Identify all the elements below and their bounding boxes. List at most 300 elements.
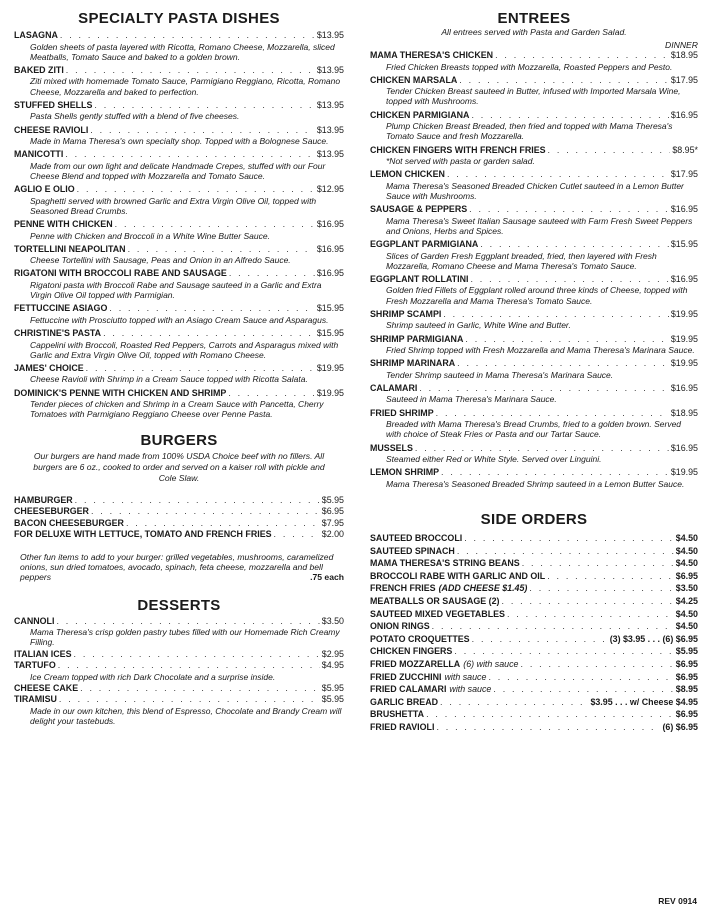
burgers-title: BURGERS bbox=[140, 431, 218, 449]
menu-item-description: Breaded with Mama Theresa's Bread Crumbs, fried to a golden brown. Served with choice of Steak Fries or Pasta and our Tartar Sauce. bbox=[386, 419, 682, 440]
menu-item-name: MANICOTTI bbox=[14, 149, 64, 160]
menu-item-description: Tender pieces of chicken and Shrimp in a Cream Sauce with Pancetta, Cherry Tomatoes with Parmigiano Reggiano Cheese over Penne Pasta. bbox=[30, 399, 324, 420]
side-item-price: $6.95 bbox=[675, 570, 698, 581]
side-item-price: $4.50 bbox=[675, 608, 698, 619]
dot-leader bbox=[471, 110, 668, 121]
menu-item bbox=[14, 219, 344, 241]
menu-item-price: $19.95 bbox=[670, 467, 698, 478]
side-item bbox=[370, 545, 698, 558]
menu-item-name: DOMINICK'S PENNE WITH CHICKEN AND SHRIMP bbox=[14, 387, 227, 398]
menu-item-price: $15.95 bbox=[316, 303, 344, 314]
menu-item-name: EGGPLANT PARMIGIANA bbox=[370, 239, 479, 250]
menu-item bbox=[14, 100, 344, 122]
menu-item-row bbox=[14, 149, 344, 160]
menu-item-name: CHEESEBURGER bbox=[14, 506, 89, 517]
side-item-price: $6.95 bbox=[675, 709, 698, 720]
menu-item-price: $16.95 bbox=[670, 204, 698, 215]
dot-leader bbox=[472, 633, 608, 646]
menu-item-row bbox=[14, 219, 344, 230]
side-item bbox=[370, 557, 698, 570]
menu-item-row bbox=[14, 100, 344, 111]
left-column bbox=[14, 0, 344, 726]
menu-item-description: Cheese Tortellini with Sausage, Peas and Onion in an Alfredo Sauce. bbox=[30, 255, 291, 266]
menu-item-description: Shrimp sauteed in Garlic, White Wine and Butter. bbox=[386, 320, 571, 331]
side-item-name: MAMA THERESA'S STRING BEANS bbox=[370, 558, 520, 569]
side-item bbox=[370, 683, 698, 696]
side-item bbox=[370, 608, 698, 621]
menu-item bbox=[370, 239, 698, 271]
dot-leader bbox=[447, 169, 669, 180]
side-item-name: BRUSHETTA bbox=[370, 709, 425, 720]
menu-item-row bbox=[14, 518, 344, 529]
menu-item-name: FRIED SHRIMP bbox=[370, 407, 434, 418]
menu-item bbox=[14, 518, 344, 529]
menu-item-row bbox=[14, 30, 344, 41]
menu-item bbox=[14, 495, 344, 506]
menu-item-name: TIRAMISU bbox=[14, 694, 57, 705]
side-item-price: $5.95 bbox=[675, 646, 698, 657]
side-item-price: $4.50 bbox=[675, 545, 698, 556]
menu-item bbox=[14, 30, 344, 62]
dot-leader bbox=[454, 645, 673, 658]
dot-leader bbox=[426, 708, 674, 721]
menu-item-price: $13.95 bbox=[316, 99, 344, 110]
menu-item-price: $16.95 bbox=[316, 243, 344, 254]
right-column bbox=[370, 0, 698, 733]
menu-item-name: CHRISTINE'S PASTA bbox=[14, 328, 102, 339]
sides-title: SIDE ORDERS bbox=[480, 510, 588, 528]
menu-item-price: $4.95 bbox=[321, 660, 344, 671]
menu-item-name: LASAGNA bbox=[14, 30, 58, 40]
menu-item bbox=[14, 244, 344, 266]
menu-item bbox=[370, 358, 698, 380]
menu-item-name: AGLIO E OLIO bbox=[14, 184, 75, 195]
menu-item-name: FOR DELUXE WITH LETTUCE, TOMATO AND FRENCH FRIES bbox=[14, 529, 272, 540]
menu-item bbox=[370, 334, 698, 356]
burger-extras-text: Other fun items to add to your burger: grilled vegetables, mushrooms, caramelized onions, sun dried tomatoes, avocado, spinach, feta cheese, mozzarella and bell peppers bbox=[20, 551, 334, 583]
menu-item-row bbox=[14, 303, 344, 314]
menu-item-name: SHRIMP PARMIGIANA bbox=[370, 333, 464, 344]
menu-item-description: Mama Theresa's crisp golden pastry tubes filled with our Homemade Rich Creamy Filling. bbox=[30, 627, 340, 648]
menu-item-price: $18.95 bbox=[670, 407, 698, 418]
menu-item-name: PENNE WITH CHICKEN bbox=[14, 219, 113, 230]
menu-item-row bbox=[14, 660, 344, 671]
dot-leader bbox=[440, 696, 588, 709]
side-item-price: (3) $3.95 . . . (6) $6.95 bbox=[609, 633, 698, 644]
side-item-price: $6.95 bbox=[675, 671, 698, 682]
dot-leader bbox=[109, 303, 314, 314]
side-item-name: GARLIC BREAD bbox=[370, 696, 439, 707]
dot-leader bbox=[90, 125, 315, 136]
menu-item-price: $5.95 bbox=[321, 494, 344, 505]
menu-item-price: $15.95 bbox=[316, 328, 344, 339]
side-item-price: $6.95 bbox=[675, 658, 698, 669]
dot-leader bbox=[441, 467, 669, 478]
entree-list bbox=[370, 50, 698, 489]
menu-item-row bbox=[370, 334, 698, 345]
menu-item-row bbox=[370, 50, 698, 61]
menu-item-price: $13.95 bbox=[316, 64, 344, 75]
menu-item-row bbox=[370, 467, 698, 478]
menu-item-row bbox=[14, 649, 344, 660]
side-item bbox=[370, 645, 698, 658]
dot-leader bbox=[80, 683, 320, 694]
burger-list bbox=[14, 495, 344, 540]
menu-item bbox=[370, 467, 698, 489]
menu-item-name: JAMES' CHOICE bbox=[14, 362, 84, 373]
menu-item-price: $16.95 bbox=[670, 273, 698, 284]
side-item-name: POTATO CROQUETTES bbox=[370, 633, 470, 644]
side-item-price: $4.50 bbox=[675, 558, 698, 569]
menu-item-name: SHRIMP SCAMPI bbox=[370, 308, 442, 319]
menu-item-price: $19.95 bbox=[670, 358, 698, 369]
menu-item-description: Pasta Shells gently stuffed with a blend of five cheeses. bbox=[30, 111, 240, 122]
burgers-note: Our burgers are hand made from 100% USDA Choice beef with no fillers. All burgers are 6 oz., cooked to order and served on a kaiser roll with pickle and Cole Slaw. bbox=[33, 450, 325, 483]
side-item bbox=[370, 708, 698, 721]
dot-leader bbox=[59, 694, 320, 705]
menu-item-price: $16.95 bbox=[670, 442, 698, 453]
menu-item-row bbox=[370, 383, 698, 394]
menu-item bbox=[370, 169, 698, 201]
menu-item bbox=[14, 363, 344, 385]
menu-item-description: Tender Shrimp sauteed in Mama Theresa's Marinara Sauce. bbox=[386, 369, 614, 380]
menu-item-name: EGGPLANT ROLLATINI bbox=[370, 273, 469, 284]
dot-leader bbox=[443, 309, 669, 320]
menu-item-row bbox=[14, 616, 344, 627]
menu-item-row bbox=[370, 358, 698, 369]
side-list bbox=[370, 532, 698, 734]
pasta-title: SPECIALTY PASTA DISHES bbox=[78, 10, 280, 27]
menu-item-description: Made in our own kitchen, this blend of Espresso, Chocolate and Brandy Cream will delight your tastebuds. bbox=[30, 705, 342, 727]
burger-extras bbox=[20, 552, 344, 583]
menu-item-description: Mama Theresa's Sweet Italian Sausage sauteed with Farm Fresh Sweet Peppers and Onions, Herbs and Spices. bbox=[386, 215, 693, 236]
menu-item-price: $5.95 bbox=[321, 682, 344, 693]
dot-leader bbox=[465, 334, 668, 345]
dot-leader bbox=[128, 244, 315, 255]
side-item-name: FRIED CALAMARI bbox=[370, 684, 447, 695]
dot-leader bbox=[274, 529, 320, 540]
menu-item-row bbox=[14, 125, 344, 136]
menu-item-description: Spaghetti served with browned Garlic and Extra Virgin Olive Oil, topped with Seasoned Bread Crumbs. bbox=[30, 195, 317, 216]
dot-leader bbox=[436, 721, 660, 734]
menu-item-row bbox=[370, 309, 698, 320]
side-item-price: $3.50 bbox=[675, 583, 698, 594]
dot-leader bbox=[507, 608, 674, 621]
dot-leader bbox=[126, 518, 320, 529]
revision-code: REV 0914 bbox=[658, 896, 697, 906]
menu-item-description: *Not served with pasta or garden salad. bbox=[386, 156, 535, 167]
menu-item-name: RIGATONI WITH BROCCOLI RABE AND SAUSAGE bbox=[14, 268, 227, 279]
dot-leader bbox=[436, 408, 669, 419]
side-item bbox=[370, 595, 698, 608]
menu-item-name: TARTUFO bbox=[14, 660, 56, 671]
menu-item-price: $19.95 bbox=[670, 333, 698, 344]
side-item-name: FRIED MOZZARELLA bbox=[370, 658, 461, 669]
menu-item-row bbox=[370, 110, 698, 121]
menu-item-description: Fried Shrimp topped with Fresh Mozzarella and Mama Theresa's Marinara Sauce. bbox=[386, 345, 695, 356]
entrees-note: All entrees served with Pasta and Garden Salad. bbox=[441, 27, 627, 37]
menu-item-description: Golden sheets of pasta layered with Ricotta, Romano Cheese, Mozzarella, sliced Meatballs, Tomato Sauce and baked to a golden brown. bbox=[30, 41, 335, 62]
dot-leader bbox=[74, 649, 320, 660]
menu-item-price: $16.95 bbox=[670, 382, 698, 393]
menu-item-price: $19.95 bbox=[316, 362, 344, 373]
dot-leader bbox=[493, 683, 673, 696]
side-item bbox=[370, 696, 698, 709]
menu-item bbox=[14, 125, 344, 147]
menu-item-price: $13.95 bbox=[316, 30, 344, 40]
side-item-name: FRENCH FRIES bbox=[370, 583, 436, 594]
menu-item-name: LEMON CHICKEN bbox=[370, 169, 445, 180]
menu-item-row bbox=[370, 75, 698, 86]
menu-item-description: Made in Mama Theresa's own specialty shop. Topped with a Bolognese Sauce. bbox=[30, 136, 329, 147]
menu-item-price: $18.95 bbox=[670, 50, 698, 60]
dot-leader bbox=[495, 50, 669, 61]
menu-item-description: Fettuccine with Prosciutto topped with an Asiago Cream Sauce and Asparagus. bbox=[30, 314, 329, 325]
side-item-note: with sauce bbox=[449, 684, 492, 695]
menu-item-name: SHRIMP MARINARA bbox=[370, 358, 456, 369]
menu-item bbox=[14, 388, 344, 420]
dot-leader bbox=[75, 495, 320, 506]
side-item-price: $4.25 bbox=[675, 595, 698, 606]
menu-item-price: $8.95* bbox=[672, 144, 698, 155]
menu-item-row bbox=[14, 184, 344, 195]
menu-item-price: $17.95 bbox=[670, 169, 698, 180]
menu-item bbox=[14, 529, 344, 540]
side-item-name: SAUTEED MIXED VEGETABLES bbox=[370, 608, 505, 619]
menu-item-price: $2.00 bbox=[321, 529, 344, 540]
menu-item-price: $17.95 bbox=[670, 74, 698, 85]
menu-item-name: FETTUCCINE ASIAGO bbox=[14, 303, 108, 314]
menu-item-name: BACON CHEESEBURGER bbox=[14, 517, 124, 528]
menu-item-price: $3.50 bbox=[321, 615, 344, 626]
menu-item-row bbox=[14, 363, 344, 374]
menu-item bbox=[14, 184, 344, 216]
menu-item-name: STUFFED SHELLS bbox=[14, 99, 93, 110]
menu-item-description: Penne with Chicken and Broccoli in a White Wine Butter Sauce. bbox=[30, 230, 270, 241]
menu-item-row bbox=[370, 408, 698, 419]
menu-item-description: Rigatoni pasta with Broccoli Rabe and Sausage sauteed in a Garlic and Extra Virgin Olive Oil topped with Parmigian. bbox=[30, 279, 322, 301]
side-item-name: SAUTEED BROCCOLI bbox=[370, 532, 463, 543]
dot-leader bbox=[432, 620, 674, 633]
side-item-price: $8.95 bbox=[675, 684, 698, 695]
menu-item-description: Fried Chicken Breasts topped with Mozzarella, Roasted Peppers and Pesto. bbox=[386, 61, 673, 72]
dot-leader bbox=[229, 268, 315, 279]
menu-item-description: Sauteed in Mama Theresa's Marinara Sauce. bbox=[386, 394, 557, 405]
menu-item-description: Mama Theresa's Seasoned Breaded Shrimp sauteed in a Lemon Butter Sauce. bbox=[386, 478, 685, 489]
menu-item-row bbox=[14, 495, 344, 506]
menu-item-row bbox=[370, 274, 698, 285]
menu-item bbox=[14, 268, 344, 300]
menu-item bbox=[370, 383, 698, 405]
menu-item-row bbox=[370, 239, 698, 250]
side-item-price: (6) $6.95 bbox=[662, 721, 698, 732]
menu-item-description: Mama Theresa's Seasoned Breaded Chicken Cutlet sauteed in a Lemon Butter Sauce with Mushrooms. bbox=[386, 180, 684, 201]
menu-item-name: HAMBURGER bbox=[14, 494, 73, 505]
menu-item-description: Golden fried Fillets of Eggplant rolled around three kinds of Cheese, topped with Fresh Mozzarella and Mama Theresa's Tomato Sauce. bbox=[386, 285, 688, 306]
menu-item-price: $15.95 bbox=[670, 239, 698, 250]
menu-item bbox=[370, 110, 698, 142]
dot-leader bbox=[103, 328, 315, 339]
side-item-note: with sauce bbox=[444, 671, 487, 682]
menu-item bbox=[14, 303, 344, 325]
dot-leader bbox=[520, 658, 673, 671]
menu-item-row bbox=[14, 506, 344, 517]
side-item-name: FRIED ZUCCHINI bbox=[370, 671, 442, 682]
side-item bbox=[370, 532, 698, 545]
menu-item bbox=[370, 145, 698, 167]
menu-item-name: SAUSAGE & PEPPERS bbox=[370, 204, 468, 215]
menu-item-description: Slices of Garden Fresh Eggplant breaded, fried, then layered with Fresh Mozzarella, Romano Cheese and Mama Theresa's Tomato Sauce. bbox=[386, 250, 657, 271]
menu-item-name: CHEESE RAVIOLI bbox=[14, 124, 89, 135]
dot-leader bbox=[91, 506, 320, 517]
dot-leader bbox=[548, 145, 671, 156]
menu-item-description: Ice Cream topped with rich Dark Chocolate and a surprise inside. bbox=[30, 671, 276, 682]
menu-item-name: LEMON SHRIMP bbox=[370, 467, 440, 478]
menu-item-row bbox=[370, 443, 698, 454]
desserts-title: DESSERTS bbox=[137, 596, 221, 614]
dot-leader bbox=[228, 388, 315, 399]
side-item-name: FRIED RAVIOLI bbox=[370, 721, 435, 732]
side-item-price: $4.50 bbox=[675, 621, 698, 632]
dot-leader bbox=[457, 358, 669, 369]
menu-item-description: Made from our own light and delicate Handmade Crepes, stuffed with our Four Cheese Blend and topped with Mozzarella and Tomato Sauce. bbox=[30, 160, 326, 181]
side-item-note: (ADD CHEESE $1.45) bbox=[438, 583, 528, 594]
dot-leader bbox=[470, 274, 668, 285]
menu-item bbox=[14, 694, 344, 726]
menu-item-name: CHICKEN FINGERS WITH FRENCH FRIES bbox=[370, 144, 546, 155]
dot-leader bbox=[547, 570, 674, 583]
menu-item-row bbox=[14, 694, 344, 705]
menu-item bbox=[14, 649, 344, 660]
menu-item bbox=[14, 328, 344, 360]
menu-item-price: $16.95 bbox=[316, 268, 344, 279]
menu-item-description: Cheese Ravioli with Shrimp in a Cream Sauce topped with Ricotta Salata. bbox=[30, 374, 308, 385]
entrees-title: ENTREES bbox=[497, 10, 571, 27]
menu-item-row bbox=[14, 328, 344, 339]
dot-leader bbox=[77, 184, 315, 195]
menu-item bbox=[14, 683, 344, 694]
menu-item bbox=[370, 50, 698, 72]
menu-item-name: CANNOLI bbox=[14, 615, 55, 626]
side-item-note: (6) with sauce bbox=[463, 658, 519, 669]
menu-item-price: $12.95 bbox=[316, 184, 344, 195]
menu-item-price: $19.95 bbox=[670, 308, 698, 319]
menu-item-price: $7.95 bbox=[321, 517, 344, 528]
dot-leader bbox=[58, 660, 320, 671]
menu-item-price: $13.95 bbox=[316, 149, 344, 160]
dot-leader bbox=[419, 383, 669, 394]
dot-leader bbox=[480, 239, 669, 250]
side-item-price: $3.95 . . . w/ Cheese $4.95 bbox=[590, 696, 698, 707]
menu-item-row bbox=[370, 145, 698, 156]
side-item-name: ONION RINGS bbox=[370, 621, 430, 632]
menu-item bbox=[370, 75, 698, 107]
menu-item-name: TORTELLINI NEAPOLITAN bbox=[14, 243, 126, 254]
menu-item-price: $5.95 bbox=[321, 694, 344, 705]
menu-item bbox=[370, 204, 698, 236]
side-item-name: MEATBALLS OR SAUSAGE (2) bbox=[370, 595, 500, 606]
menu-item bbox=[14, 616, 344, 648]
side-item bbox=[370, 582, 698, 595]
menu-item-name: CHICKEN PARMIGIANA bbox=[370, 109, 470, 120]
dot-leader bbox=[86, 363, 315, 374]
side-item-name: SAUTEED SPINACH bbox=[370, 545, 455, 556]
side-item bbox=[370, 633, 698, 646]
menu-item-name: CALAMARI bbox=[370, 382, 418, 393]
menu-item-description: Tender Chicken Breast sauteed in Butter, infused with Imported Marsala Wine, topped with Mushrooms. bbox=[386, 86, 681, 107]
menu-item-price: $16.95 bbox=[670, 109, 698, 120]
dessert-list bbox=[14, 616, 344, 727]
menu-item bbox=[370, 274, 698, 306]
dot-leader bbox=[522, 557, 674, 570]
menu-item-row bbox=[370, 204, 698, 215]
menu-item bbox=[14, 149, 344, 181]
dot-leader bbox=[66, 65, 315, 76]
menu-item bbox=[370, 408, 698, 440]
side-item-name: BROCCOLI RABE WITH GARLIC AND OIL bbox=[370, 570, 546, 581]
burger-extras-price: .75 each bbox=[310, 572, 344, 583]
menu-item-row bbox=[14, 65, 344, 76]
menu-item-price: $6.95 bbox=[321, 506, 344, 517]
menu-item-row bbox=[14, 683, 344, 694]
side-item bbox=[370, 671, 698, 684]
menu-item bbox=[14, 660, 344, 682]
dot-leader bbox=[457, 545, 674, 558]
dot-leader bbox=[56, 616, 319, 627]
menu-item bbox=[370, 443, 698, 465]
menu-item-name: ITALIAN ICES bbox=[14, 648, 72, 659]
menu-item-name: MUSSELS bbox=[370, 442, 413, 453]
menu-item-price: $16.95 bbox=[316, 219, 344, 230]
side-item bbox=[370, 658, 698, 671]
menu-item-name: CHICKEN MARSALA bbox=[370, 74, 458, 85]
side-item bbox=[370, 721, 698, 734]
menu-item bbox=[14, 506, 344, 517]
menu-item-row bbox=[14, 529, 344, 540]
menu-item-description: Cappelini with Broccoli, Roasted Red Peppers, Carrots and Asparagus mixed with Garlic and Extra Virgin Olive Oil, topped with Romano Cheese. bbox=[30, 339, 339, 360]
side-item bbox=[370, 570, 698, 583]
menu-item-row bbox=[14, 388, 344, 399]
menu-item-description: Steamed either Red or White Style. Served over Linguini. bbox=[386, 454, 602, 465]
dot-leader bbox=[60, 30, 315, 41]
dot-leader bbox=[469, 204, 669, 215]
menu-item bbox=[370, 309, 698, 331]
menu-item-row bbox=[370, 169, 698, 180]
menu-item-name: CHEESE CAKE bbox=[14, 682, 79, 693]
side-item bbox=[370, 620, 698, 633]
dot-leader bbox=[464, 532, 674, 545]
menu-item-description: Ziti mixed with homemade Tomato Sauce, Parmigiano Reggiano, Ricotta, Romano Cheese, Mozzarella and baked to perfection. bbox=[30, 76, 341, 97]
menu-item-name: MAMA THERESA'S CHICKEN bbox=[370, 50, 494, 60]
side-item-name: CHICKEN FINGERS bbox=[370, 646, 453, 657]
menu-item-price: $13.95 bbox=[316, 124, 344, 135]
dot-leader bbox=[415, 443, 669, 454]
dot-leader bbox=[488, 671, 673, 684]
side-item-price: $4.50 bbox=[675, 532, 698, 543]
dot-leader bbox=[502, 595, 674, 608]
dot-leader bbox=[459, 75, 669, 86]
menu-item bbox=[14, 65, 344, 97]
dot-leader bbox=[529, 582, 673, 595]
dinner-label: DINNER bbox=[665, 40, 698, 50]
menu-item-description: Plump Chicken Breast Breaded, then fried and topped with Mama Theresa's Tomato Sauce and fresh Mozzarella. bbox=[386, 121, 673, 142]
menu-item-price: $2.95 bbox=[321, 648, 344, 659]
pasta-list bbox=[14, 30, 344, 420]
menu-item-row bbox=[14, 268, 344, 279]
menu-item-name: BAKED ZITI bbox=[14, 64, 64, 75]
dot-leader bbox=[94, 100, 314, 111]
menu-item-row bbox=[14, 244, 344, 255]
